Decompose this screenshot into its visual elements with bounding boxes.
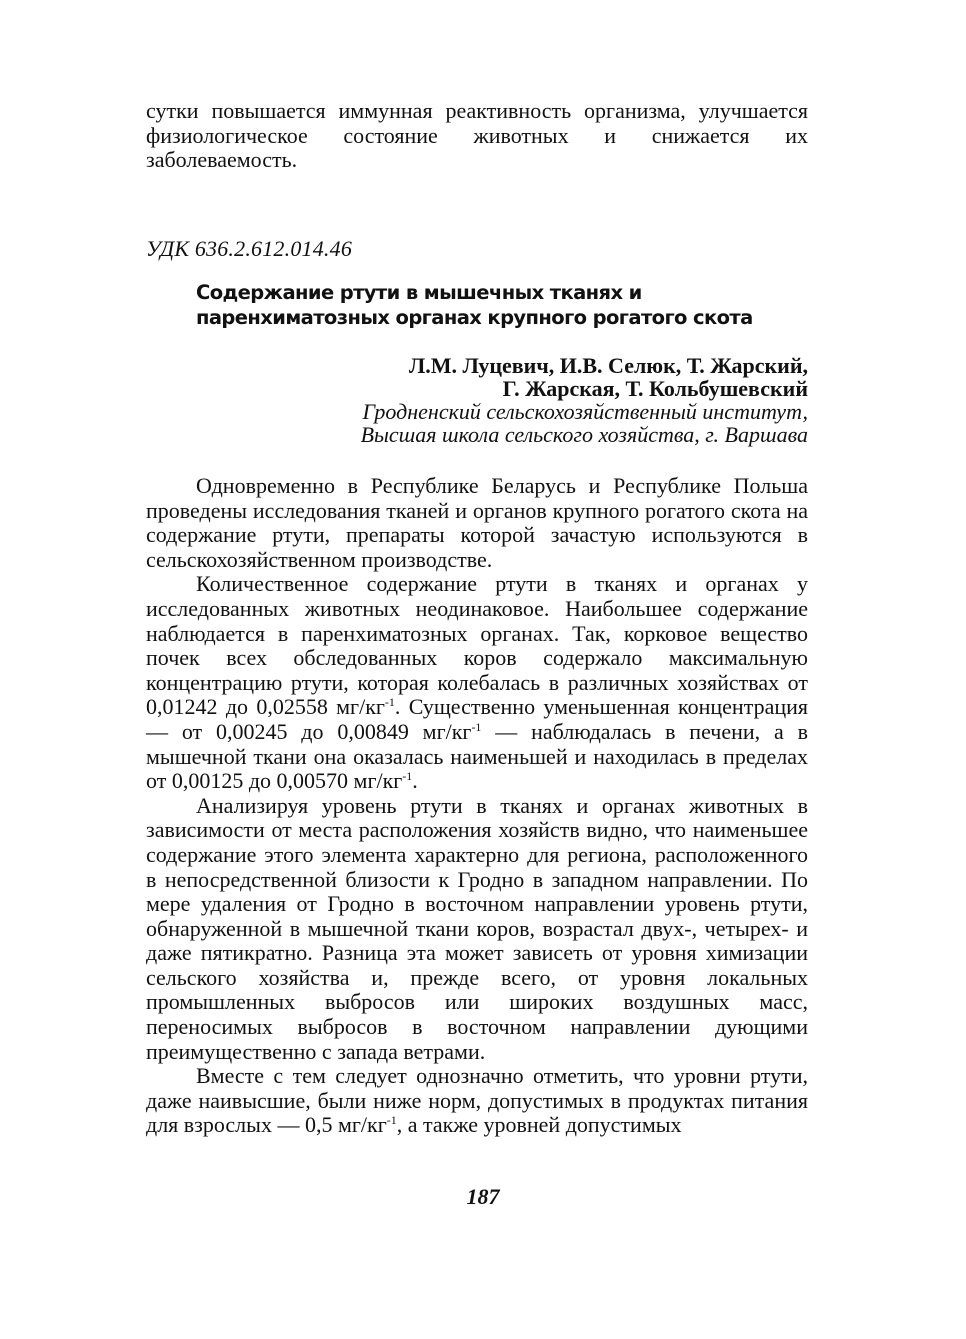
- superscript-1: -1: [384, 695, 395, 710]
- article-body: [146, 474, 808, 1138]
- authors-line-1: Л.М. Луцевич, И.В. Селюк, Т. Жарский,: [408, 353, 808, 378]
- affiliation-line-2: Высшая школа сельского хозяйства, г. Варшава: [360, 422, 808, 447]
- paragraph-4-part-b: , а также уровней допустимых: [396, 1112, 682, 1138]
- paragraph-4: [146, 1064, 808, 1138]
- superscript-2: -1: [471, 719, 482, 734]
- authors-line-2: Г. Жарская, Т. Кольбушевский: [502, 376, 808, 401]
- paragraph-2: [146, 572, 808, 793]
- superscript-3: -1: [402, 769, 413, 784]
- udk-code: УДК 636.2.612.014.46: [146, 236, 353, 261]
- paragraph-3: Анализируя уровень ртути в тканях и органах животных в зависимости от места расположения хозяйств видно, что наименьшее содержание этого элемента характерно для региона, расположенного в непосредственной близости к Гродно в западном направлении. По мере удаления от Гродно в восточном направлении уровень ртути, обнаруженной в мышечной ткани коров, возрастал двух-, четырех- и даже пятикратно. Разница эта может зависеть от уровня химизации сельского хозяйства и, прежде всего, от уровня локальных промышленных выбросов или широких воздушных масс, переносимых выбросов в восточном направлении дующими преимущественно с запада ветрами.: [146, 792, 808, 1064]
- intro-paragraph: сутки повышается иммунная реактивность организма, улучшается физиологическое состояние животных и снижается их заболеваемость.: [146, 98, 808, 173]
- paragraph-2-part-b: . Существенно уменьшенная концентрация — от 0,00245 до 0,00849 мг/кг: [146, 694, 809, 744]
- affiliation-line-1: Гродненский сельскохозяйственный институт,: [362, 399, 808, 424]
- paragraph-2-part-c: — наблюдалась в печени, а в мышечной ткани она оказалась наименьшей и находилась в пределах от 0,00125 до 0,00570 мг/кг: [146, 718, 808, 794]
- paragraph-4-part-a: Вместе с тем следует однозначно отметить, что уровни ртути, даже наивысшие, были ниже норм, допустимых в продуктах питания для взрослых — 0,5 мг/кг: [146, 1063, 808, 1138]
- page-number: 187: [466, 1184, 500, 1209]
- paragraph-2-part-a: Количественное содержание ртути в тканях и органах у исследованных животных неодинаковое. Наибольшее содержание наблюдается в паренхиматозных органах. Так, корковое вещество почек всех обследованных коров содержало максимальную концентрацию ртути, которая колебалась в различных хозяйствах от 0,01242 до 0,02558 мг/кг: [146, 571, 808, 720]
- paragraph-2-part-d: .: [412, 768, 418, 794]
- author-block: [250, 354, 808, 446]
- article-title-line-1: Содержание ртути в мышечных тканях и: [196, 281, 642, 304]
- article-title-line-2: паренхиматозных органах крупного рогатого скота: [196, 306, 753, 329]
- article-title: [196, 280, 796, 330]
- superscript-4: -1: [386, 1113, 397, 1128]
- paragraph-1: Одновременно в Республике Беларусь и Республике Польша проведены исследования тканей и органов крупного рогатого скота на содержание ртути, препараты которой зачастую используются в сельскохозяйственном производстве.: [146, 473, 808, 572]
